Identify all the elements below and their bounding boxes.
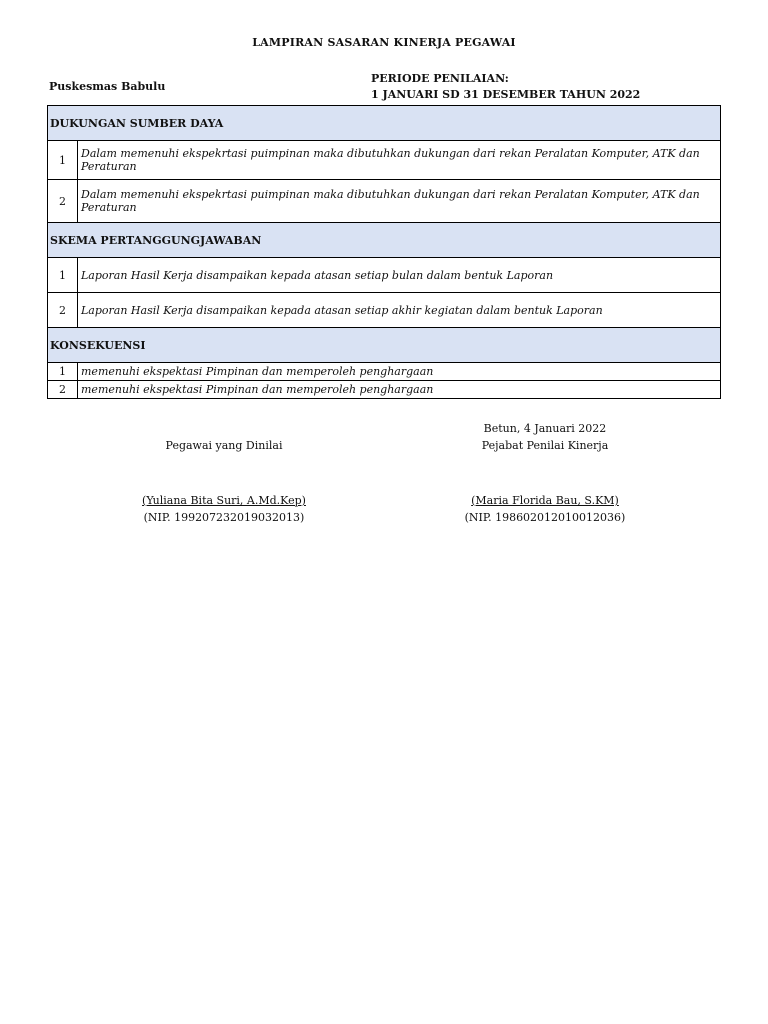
- row-number: 1: [48, 258, 78, 293]
- signer-right-nip: (NIP. 198602012010012036): [464, 511, 626, 524]
- table-row: [48, 258, 721, 293]
- document-title: LAMPIRAN SASARAN KINERJA PEGAWAI: [252, 36, 516, 49]
- signer-left-nip: (NIP. 199207232019032013): [143, 511, 305, 524]
- table-row: [48, 363, 721, 381]
- table-row: [48, 180, 721, 223]
- table-row: [48, 381, 721, 399]
- section-header-row: [48, 106, 721, 141]
- section-header-row: [48, 328, 721, 363]
- row-text: Dalam memenuhi ekspekrtasi puimpinan maka dibutuhkan dukungan dari rekan Peralatan Komputer, ATK dan Peraturan: [78, 180, 721, 223]
- period-label: PERIODE PENILAIAN:: [371, 72, 509, 85]
- row-number: 1: [48, 141, 78, 180]
- resource-support-table: [47, 105, 721, 399]
- period-value: 1 JANUARI SD 31 DESEMBER TAHUN 2022: [371, 88, 641, 101]
- row-number: 2: [48, 381, 78, 399]
- row-number: 2: [48, 293, 78, 328]
- row-text: memenuhi ekspektasi Pimpinan dan memperoleh penghargaan: [78, 363, 721, 381]
- signer-left-name: (Yuliana Bita Suri, A.Md.Kep): [142, 494, 306, 507]
- row-text: Laporan Hasil Kerja disampaikan kepada atasan setiap akhir kegiatan dalam bentuk Laporan: [78, 293, 721, 328]
- section-title-dukungan: DUKUNGAN SUMBER DAYA: [48, 106, 721, 141]
- signer-right-name: (Maria Florida Bau, S.KM): [471, 494, 619, 507]
- row-text: Dalam memenuhi ekspekrtasi puimpinan maka dibutuhkan dukungan dari rekan Peralatan Komputer, ATK dan Peraturan: [78, 141, 721, 180]
- table-row: [48, 141, 721, 180]
- row-number: 1: [48, 363, 78, 381]
- section-title-konsekuensi: KONSEKUENSI: [48, 328, 721, 363]
- row-text: memenuhi ekspektasi Pimpinan dan memperoleh penghargaan: [78, 381, 721, 399]
- place-date: Betun, 4 Januari 2022: [483, 422, 607, 435]
- signer-left-role: Pegawai yang Dinilai: [165, 439, 283, 452]
- row-text: Laporan Hasil Kerja disampaikan kepada atasan setiap bulan dalam bentuk Laporan: [78, 258, 721, 293]
- table-row: [48, 293, 721, 328]
- section-header-row: [48, 223, 721, 258]
- row-number: 2: [48, 180, 78, 223]
- organization-name: Puskesmas Babulu: [49, 80, 166, 93]
- section-title-skema: SKEMA PERTANGGUNGJAWABAN: [48, 223, 721, 258]
- signer-right-role: Pejabat Penilai Kinerja: [481, 439, 609, 452]
